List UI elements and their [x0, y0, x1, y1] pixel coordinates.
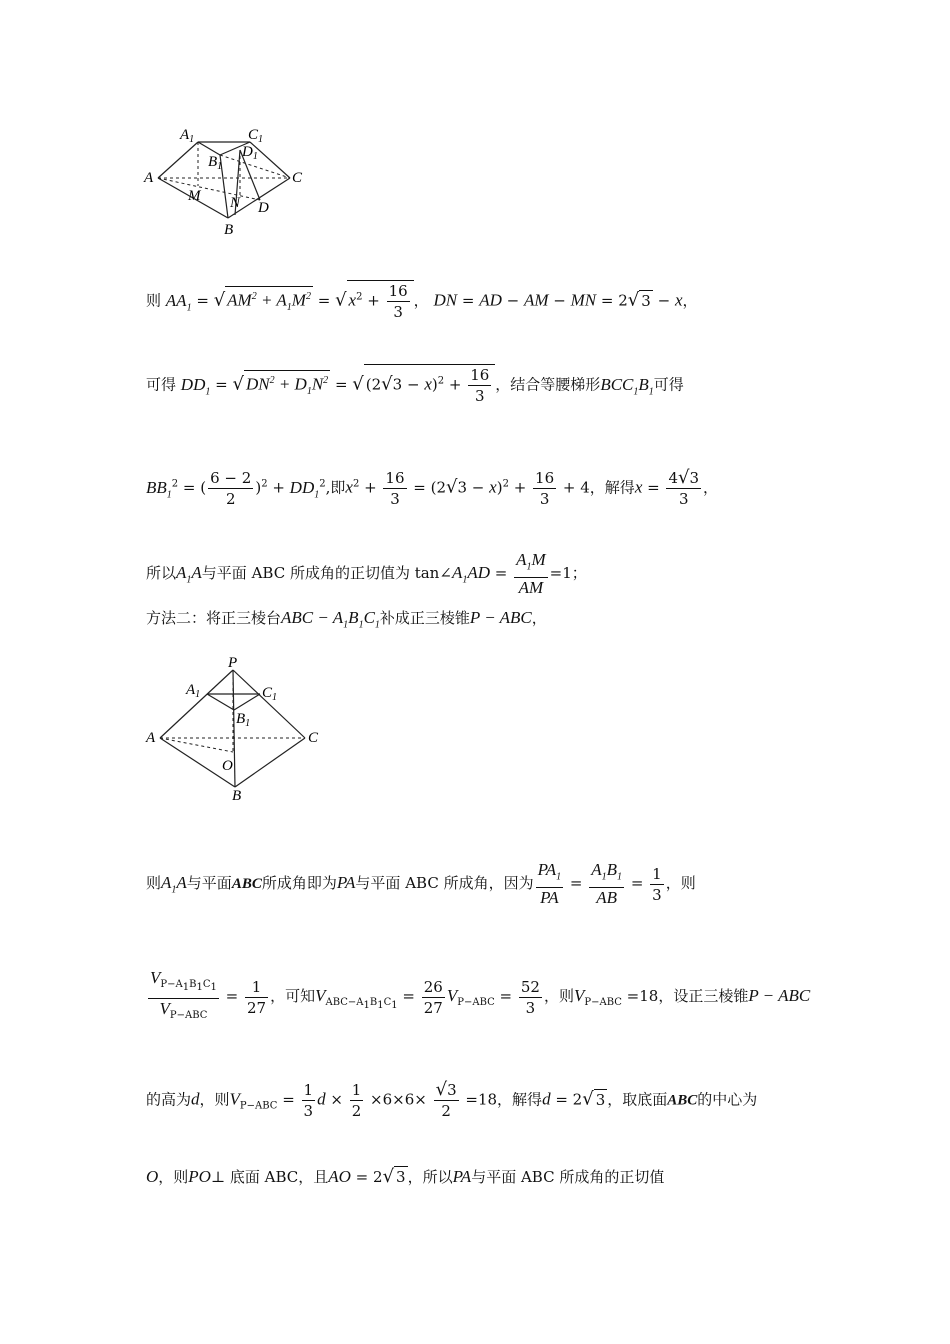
line-3: $BB_1^2$ = ( $\frac{6 - 2}{2}$ )$^2 + DD_1^2$,即$x^2$ + $\frac{16}{3}$ = $(2√3 - x)^2$ + $\frac{16}{3}$ + 4，解得x = $\frac{4√3}{3}$ ， — [146, 467, 719, 508]
label-B: B — [224, 222, 234, 238]
label-C: C — [292, 170, 303, 186]
label-N: N — [230, 195, 241, 211]
figure-pyramid — [140, 652, 340, 802]
line-7: $\frac{V_{P-A_1B_1C_1}}{V_{P-ABC}}$ = $\frac{1}{27}$ ，可知$V_{ABC-A_1B_1C_1}$ = $\frac{26}{27}$ $V_{P-ABC}$ = $\frac{52}{3}$ ，则$V_{P-ABC} =18$，设正三棱锥P − ABC — [150, 968, 811, 1021]
line-9: O，则PO⊥ 底面 ABC，且AO = 2√ 3 ，所以PA与平面 ABC 所成角的正切值 — [146, 1166, 665, 1187]
label-B: B — [232, 788, 242, 802]
line-2: 可得 $DD_1$ = √ $DN^2 + D_1N^2$ = √ $(2√3 - x)^2$ + $\frac{16}{3}$ ，结合等腰梯形$BCC_1B_1$可得 — [146, 366, 684, 405]
line-5: 方法二：将正三棱台ABC − $A_1B_1C_1$补成正三棱锥P − ABC， — [146, 608, 547, 631]
line-1: 则 $AA_1$ = √ $AM^2 + A_1M^2$ = √ $x^2$ + $\frac{16}{3}$ ， DN = AD − AM − MN = 2√ 3 − x， — [146, 282, 698, 321]
figure-frustum — [140, 120, 320, 240]
line-4: 所以$A_1A$与平面 ABC 所成角的正切值为 $\tan\angle A_1AD$ = $\frac{A_1M}{AM}$ =1； — [146, 550, 587, 598]
label-M: M — [188, 188, 201, 204]
label-O: O — [222, 758, 233, 774]
label-A1: $A_1$ — [180, 127, 195, 145]
label-P: P — [228, 655, 238, 671]
label-B1: $B_1$ — [208, 154, 223, 172]
label-A: A — [144, 170, 154, 186]
line-6: 则$A_1A$与平面ABC所成角即为PA与平面 ABC 所成角，因为 $\frac{PA_1}{PA}$ = $\frac{A_1B_1}{AB}$ = $\frac{1}{3}$ ，则 — [146, 860, 696, 908]
label-C: C — [308, 730, 319, 746]
label-B1: $B_1$ — [236, 711, 251, 729]
label-D: D — [258, 200, 269, 216]
line-8: 的高为d，则$V_{P-ABC}$ = $\frac{1}{3}$ d × $\frac{1}{2}$ ×6×6× $\frac{√3}{2}$ =18，解得d = 2√ 3 ，取底面ABC的中心为 — [146, 1079, 758, 1120]
label-A: A — [146, 730, 156, 746]
label-C1: $C_1$ — [248, 127, 264, 145]
label-D1: $D_1$ — [242, 144, 258, 162]
label-A1: $A_1$ — [186, 682, 201, 700]
label-C1: $C_1$ — [262, 685, 278, 703]
